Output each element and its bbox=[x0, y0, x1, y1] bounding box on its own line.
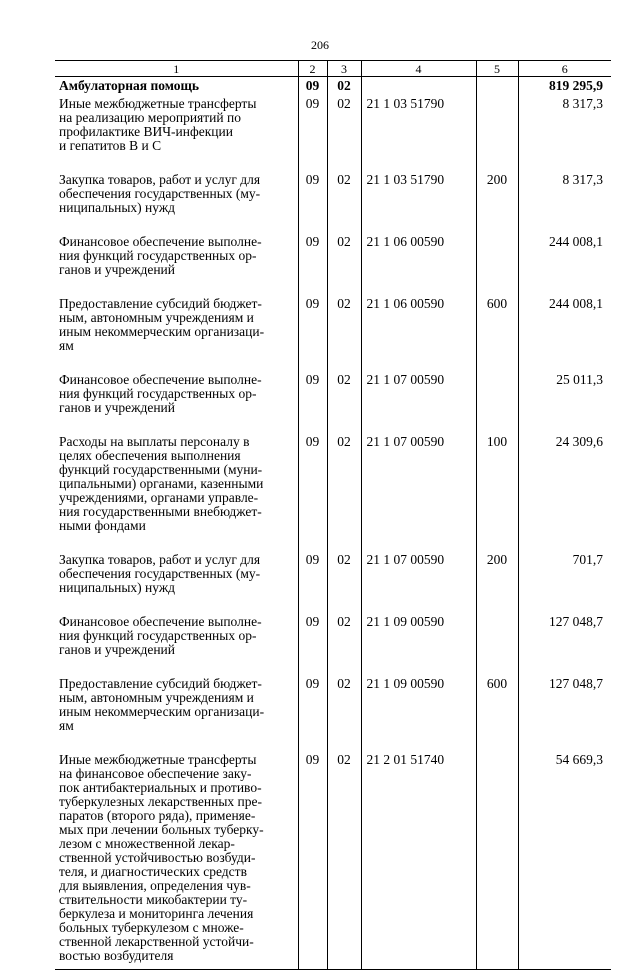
budget-table bbox=[55, 60, 611, 970]
table-row bbox=[55, 615, 611, 677]
row-pr: 02 bbox=[327, 677, 361, 753]
row-description: Предоставление субсидий бюджет- ным, автономным учреждениям и иным некоммерческим организаци- ям bbox=[59, 296, 265, 353]
row-rz: 09 bbox=[298, 677, 327, 753]
row-vr-code: 200 bbox=[476, 173, 518, 235]
table-row bbox=[55, 435, 611, 553]
row-description: Иные межбюджетные трансферты на реализацию мероприятий по профилактике ВИЧ-инфекции и гепатитов В и С bbox=[59, 96, 257, 153]
row-amount: 127 048,7 bbox=[518, 615, 611, 677]
column-header: 3 bbox=[327, 61, 361, 77]
row-pr: 02 bbox=[327, 173, 361, 235]
row-csr-code: 21 1 07 00590 bbox=[361, 553, 476, 615]
table-header-row bbox=[55, 61, 611, 77]
section-csr bbox=[361, 77, 476, 98]
table-row bbox=[55, 677, 611, 753]
row-description: Расходы на выплаты персоналу в целях обеспечения выполнения функций государственными (муни- ципальными) органами, казенными учреждениями, органами управле- ния государственными внебюджет- ными фондами bbox=[59, 434, 264, 533]
table-row bbox=[55, 297, 611, 373]
row-description: Финансовое обеспечение выполне- ния функций государственных ор- ганов и учреждений bbox=[59, 372, 262, 415]
row-csr-code: 21 1 03 51790 bbox=[361, 173, 476, 235]
page-number: 206 bbox=[311, 38, 329, 52]
row-rz: 09 bbox=[298, 297, 327, 373]
section-vr bbox=[476, 77, 518, 98]
table-row bbox=[55, 753, 611, 970]
row-pr: 02 bbox=[327, 753, 361, 970]
row-vr-code bbox=[476, 235, 518, 297]
row-vr-code bbox=[476, 373, 518, 435]
row-amount: 24 309,6 bbox=[518, 435, 611, 553]
row-vr-code bbox=[476, 753, 518, 970]
row-csr-code: 21 1 06 00590 bbox=[361, 235, 476, 297]
row-rz: 09 bbox=[298, 173, 327, 235]
row-amount: 244 008,1 bbox=[518, 297, 611, 373]
row-description: Предоставление субсидий бюджет- ным, автономным учреждениям и иным некоммерческим организаци- ям bbox=[59, 676, 265, 733]
row-rz: 09 bbox=[298, 615, 327, 677]
column-header: 4 bbox=[361, 61, 476, 77]
row-rz: 09 bbox=[298, 97, 327, 173]
table-row bbox=[55, 97, 611, 173]
row-csr-code: 21 1 03 51790 bbox=[361, 97, 476, 173]
row-csr-code: 21 1 07 00590 bbox=[361, 373, 476, 435]
row-vr-code: 100 bbox=[476, 435, 518, 553]
table-row bbox=[55, 173, 611, 235]
row-rz: 09 bbox=[298, 753, 327, 970]
row-pr: 02 bbox=[327, 97, 361, 173]
row-csr-code: 21 1 06 00590 bbox=[361, 297, 476, 373]
row-csr-code: 21 2 01 51740 bbox=[361, 753, 476, 970]
row-rz: 09 bbox=[298, 373, 327, 435]
row-description: Закупка товаров, работ и услуг для обеспечения государственных (му- ниципальных) нужд bbox=[59, 172, 261, 215]
row-amount: 8 317,3 bbox=[518, 97, 611, 173]
row-description: Финансовое обеспечение выполне- ния функций государственных ор- ганов и учреждений bbox=[59, 614, 262, 657]
row-pr: 02 bbox=[327, 615, 361, 677]
row-pr: 02 bbox=[327, 235, 361, 297]
column-header: 2 bbox=[298, 61, 327, 77]
row-vr-code bbox=[476, 97, 518, 173]
row-rz: 09 bbox=[298, 235, 327, 297]
row-rz: 09 bbox=[298, 553, 327, 615]
column-header: 1 bbox=[55, 61, 298, 77]
row-amount: 701,7 bbox=[518, 553, 611, 615]
row-amount: 25 011,3 bbox=[518, 373, 611, 435]
section-rz: 09 bbox=[298, 77, 327, 98]
row-pr: 02 bbox=[327, 297, 361, 373]
row-amount: 54 669,3 bbox=[518, 753, 611, 970]
row-csr-code: 21 1 09 00590 bbox=[361, 677, 476, 753]
column-header: 6 bbox=[518, 61, 611, 77]
row-vr-code bbox=[476, 615, 518, 677]
section-name: Амбулаторная помощь bbox=[59, 78, 200, 93]
row-description: Закупка товаров, работ и услуг для обеспечения государственных (му- ниципальных) нужд bbox=[59, 552, 261, 595]
section-amount: 819 295,9 bbox=[518, 77, 611, 98]
table-row bbox=[55, 235, 611, 297]
table-row bbox=[55, 373, 611, 435]
row-pr: 02 bbox=[327, 435, 361, 553]
row-amount: 244 008,1 bbox=[518, 235, 611, 297]
row-rz: 09 bbox=[298, 435, 327, 553]
section-row bbox=[55, 77, 611, 98]
table-row bbox=[55, 553, 611, 615]
row-amount: 127 048,7 bbox=[518, 677, 611, 753]
section-pr: 02 bbox=[327, 77, 361, 98]
row-description: Иные межбюджетные трансферты на финансовое обеспечение заку- пок антибактериальных и противо- туберкулезных лекарственных пре- паратов (второго ряда), применяе- мых при лечении больных туберку- лезом с множественной лекар- ственной устойчивостью возбуди- теля, и диагностических средств для выявления, определения чув- ствительности микобактерии ту- беркулеза и мониторинга лечения больных туберкулезом с множе- ственной лекарственной устойчи- востью возбудителя bbox=[55, 753, 298, 970]
row-csr-code: 21 1 07 00590 bbox=[361, 435, 476, 553]
row-vr-code: 600 bbox=[476, 297, 518, 373]
row-description: Финансовое обеспечение выполне- ния функций государственных ор- ганов и учреждений bbox=[59, 234, 262, 277]
row-vr-code: 600 bbox=[476, 677, 518, 753]
column-header: 5 bbox=[476, 61, 518, 77]
row-amount: 8 317,3 bbox=[518, 173, 611, 235]
row-csr-code: 21 1 09 00590 bbox=[361, 615, 476, 677]
row-pr: 02 bbox=[327, 373, 361, 435]
row-pr: 02 bbox=[327, 553, 361, 615]
row-vr-code: 200 bbox=[476, 553, 518, 615]
